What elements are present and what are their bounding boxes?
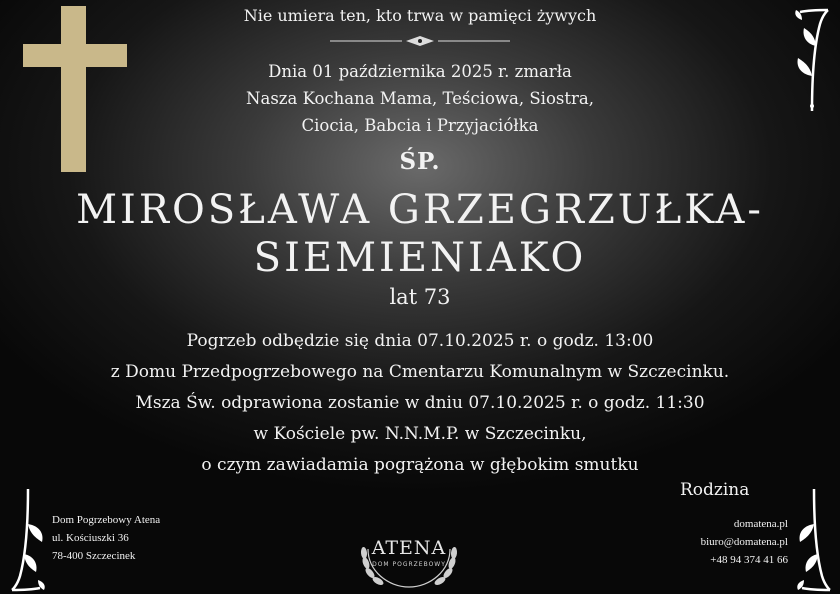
phone-number: +48 94 374 41 66	[710, 554, 788, 566]
ceremony-line: w Kościele pw. N.N.M.P. w Szczecinku,	[253, 424, 587, 444]
logo-subtext: DOM POGRZEBOWY	[372, 561, 446, 568]
name-line: MIROSŁAWA GRZEGRZUŁKA-	[76, 187, 764, 233]
corner-ornament-icon	[10, 484, 50, 594]
ceremony-line: Msza Św. odprawiona zostanie w dniu 07.10.2025 r. o godz. 11:30	[135, 393, 705, 413]
intro-line: Dnia 01 października 2025 r. zmarła	[268, 62, 572, 81]
intro-text	[0, 58, 840, 139]
ceremony-line: o czym zawiadamia pogrążona w głębokim smutku	[201, 455, 639, 475]
corner-ornament-icon	[792, 484, 832, 594]
logo-text: ATENA	[371, 537, 447, 559]
divider-ornament-icon	[330, 34, 510, 48]
family-signature: Rodzina	[680, 480, 750, 500]
address-line: ul. Kościuszki 36	[52, 532, 129, 544]
address-line: Dom Pogrzebowy Atena	[52, 514, 161, 526]
funeral-home-contact	[701, 515, 788, 569]
ceremony-line: z Domu Przedpogrzebowego na Cmentarzu Komunalnym w Szczecinku.	[110, 362, 730, 382]
website-link[interactable]: domatena.pl	[733, 518, 788, 530]
age: lat 73	[389, 285, 451, 309]
honorific: ŚP.	[399, 148, 441, 175]
intro-line: Nasza Kochana Mama, Teściowa, Siostra,	[246, 89, 594, 108]
funeral-home-address	[52, 511, 160, 565]
ceremony-line: Pogrzeb odbędzie się dnia 07.10.2025 r. o godz. 13:00	[186, 331, 654, 351]
ceremony-details	[0, 326, 840, 481]
email-link[interactable]: biuro@domatena.pl	[700, 536, 788, 548]
name-line: SIEMIENIAKO	[253, 235, 587, 281]
address-line: 78-400 Szczecinek	[52, 550, 136, 562]
motto: Nie umiera ten, kto trwa w pamięci żywych	[243, 6, 597, 25]
deceased-name	[0, 186, 840, 282]
atena-logo	[354, 527, 464, 589]
intro-line: Ciocia, Babcia i Przyjaciółka	[301, 116, 539, 135]
